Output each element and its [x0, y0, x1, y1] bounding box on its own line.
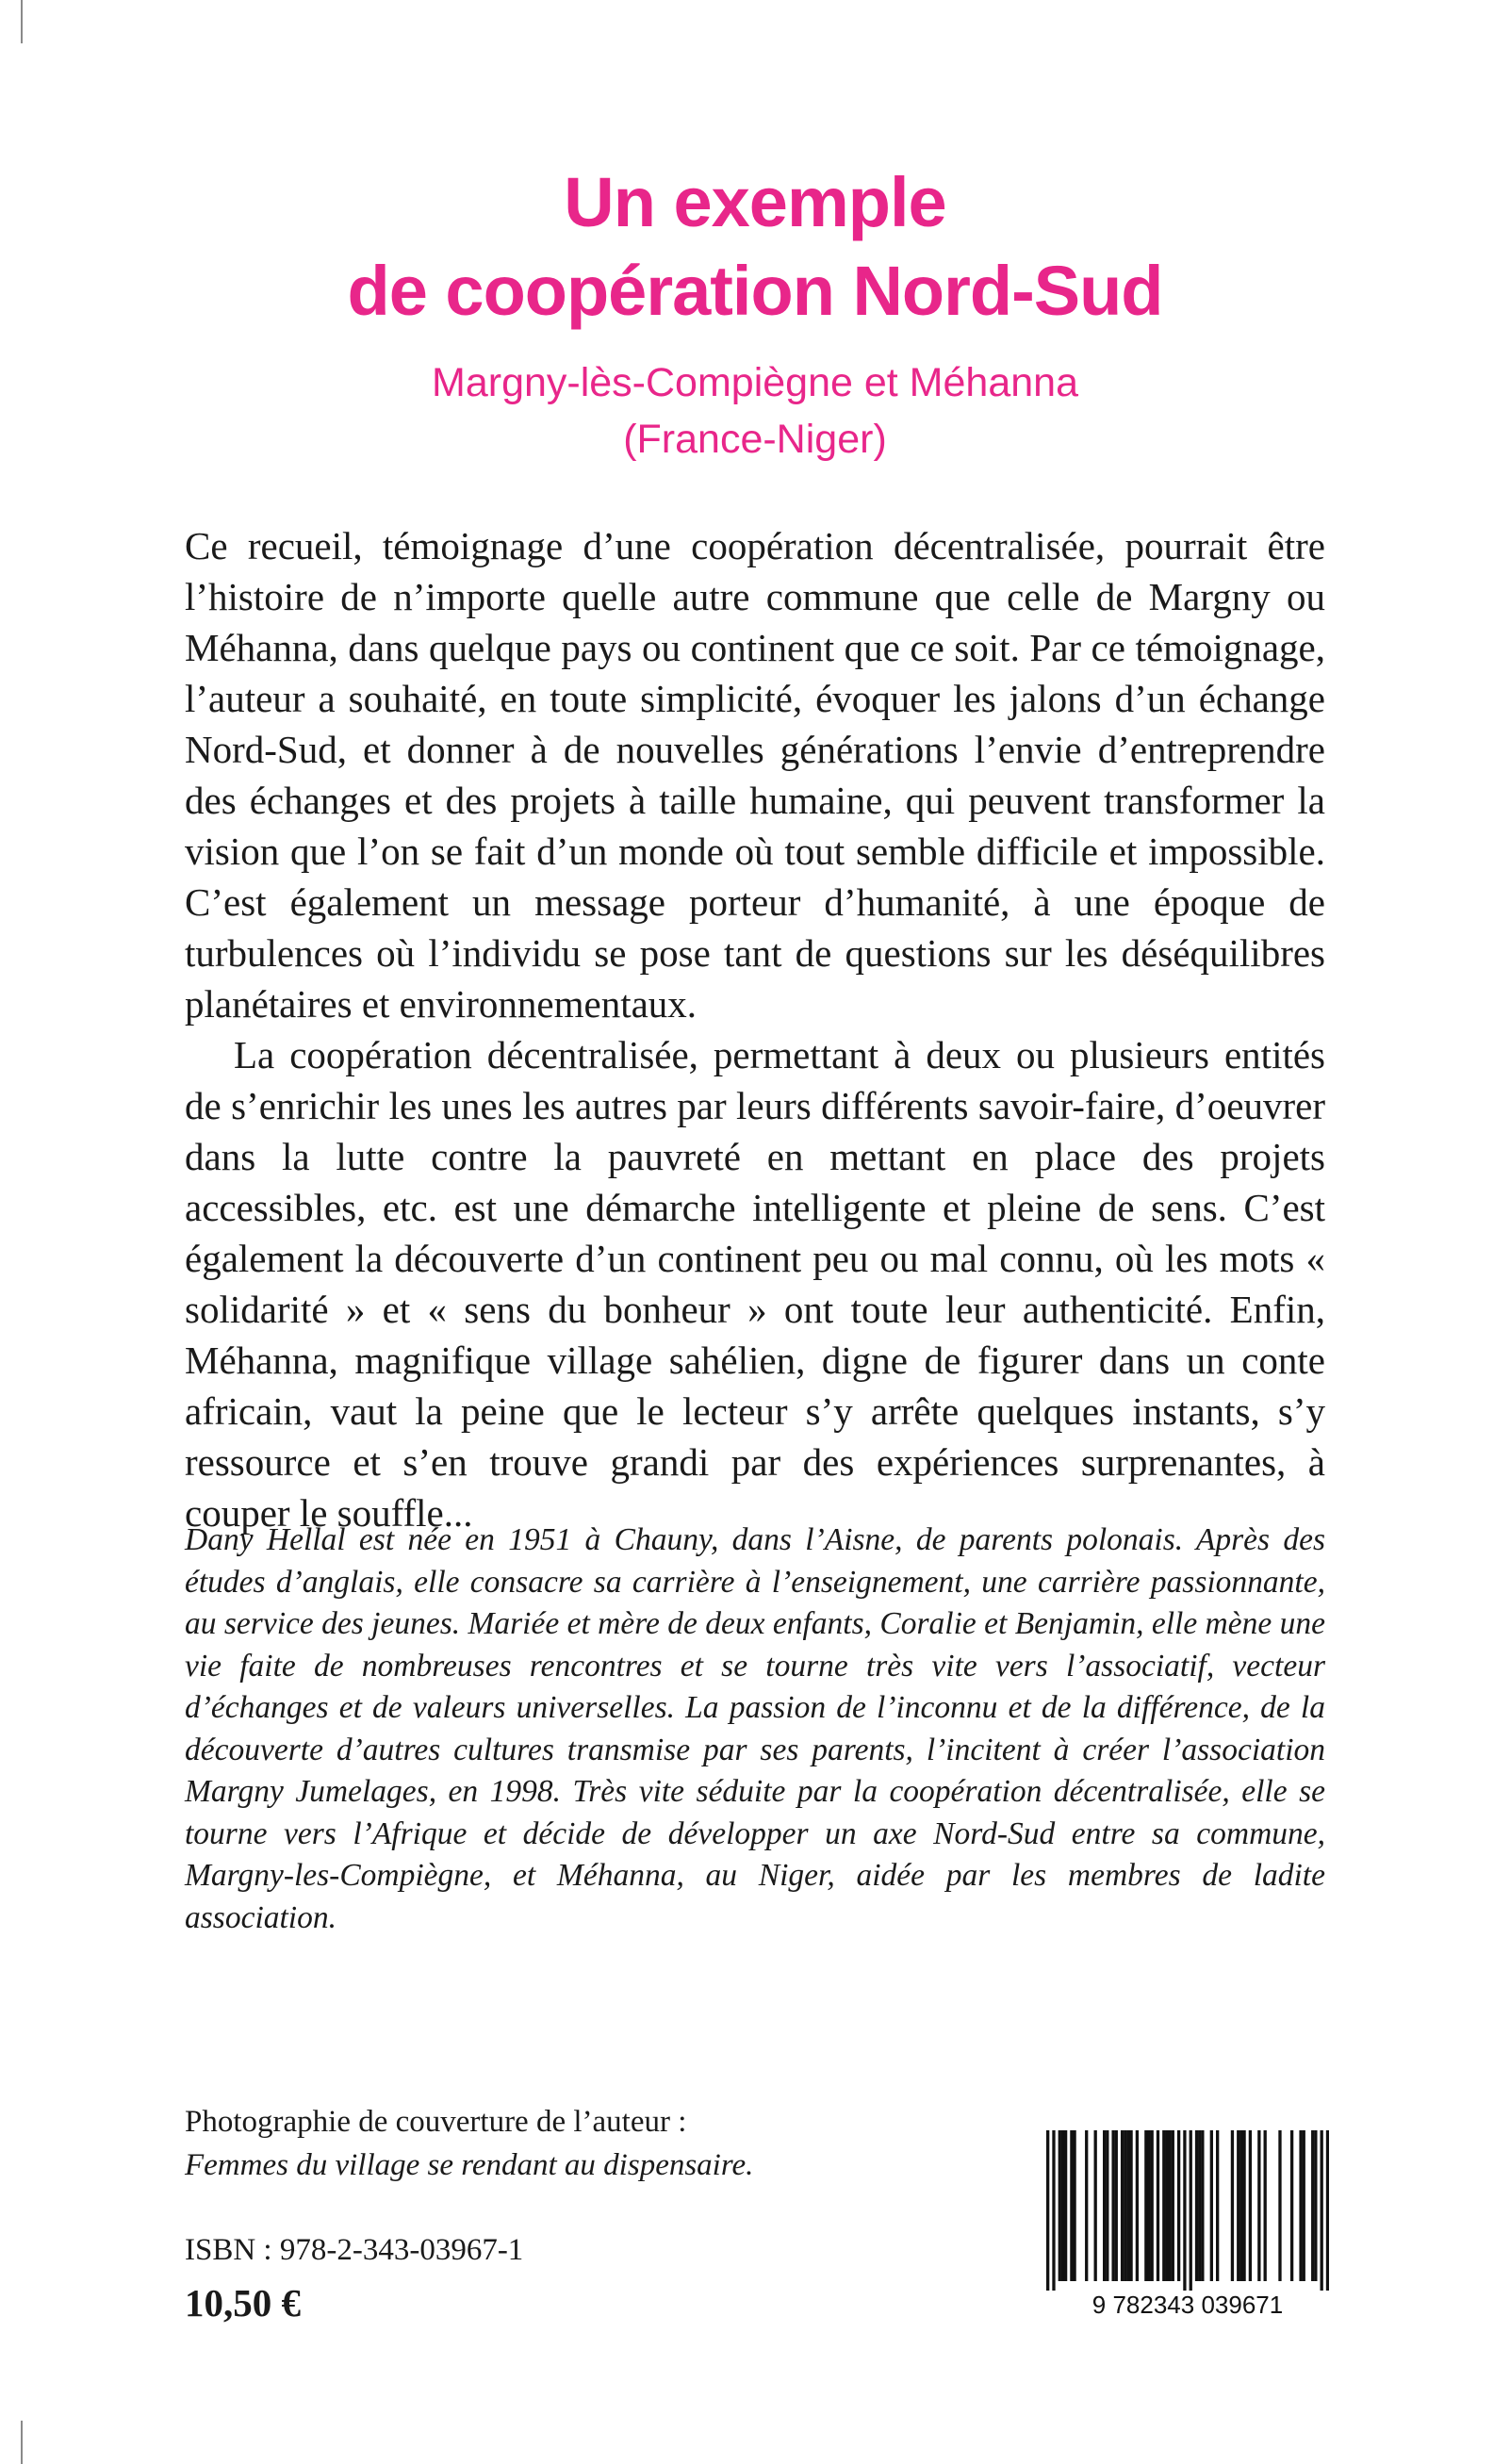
barcode-bar: [1311, 2130, 1314, 2281]
barcode-bar: [1121, 2130, 1124, 2281]
barcode-bar: [1210, 2130, 1213, 2281]
barcode-bar: [1162, 2130, 1165, 2281]
barcode-bar: [1177, 2130, 1180, 2281]
barcode-bar: [1061, 2130, 1064, 2281]
barcode: [1046, 2130, 1329, 2319]
barcode-bar: [1190, 2130, 1192, 2291]
barcode-bar: [1052, 2130, 1055, 2291]
barcode-bar: [1216, 2130, 1219, 2281]
barcode-bar: [1168, 2130, 1171, 2281]
barcode-bar: [1144, 2130, 1147, 2281]
barcode-bar: [1326, 2130, 1329, 2291]
barcode-bar: [1046, 2130, 1049, 2291]
barcode-bar: [1257, 2130, 1260, 2281]
barcode-bar: [1237, 2130, 1239, 2281]
barcode-bar: [1278, 2130, 1281, 2281]
barcode-bar: [1249, 2130, 1252, 2281]
barcode-bar: [1321, 2130, 1323, 2291]
barcode-bar: [1059, 2130, 1061, 2281]
barcode-bar: [1239, 2130, 1242, 2281]
book-subtitle-line-2: (France-Niger): [623, 417, 887, 462]
barcode-bar: [1147, 2130, 1150, 2281]
barcode-digits: 9 782343 039671: [1091, 2291, 1284, 2319]
barcode-bar: [1073, 2130, 1075, 2281]
barcode-bar: [1151, 2130, 1154, 2281]
barcode-bar: [1198, 2130, 1201, 2281]
barcode-bar: [1094, 2130, 1097, 2281]
summary-paragraph-2: La coopération décentralisée, permettant à deux ou plusieurs entités de s’enrichir les unes les autres par leurs différents savoir-faire, d’oeuvrer dans la lutte contre la pauvreté en mettant en place des projets accessibles, etc. est une démarche intelligente et pleine de sens. C’est également la découverte d’un continent peu ou mal connu, où les mots « solidarité » et « sens du bonheur » ont toute leur authenticité. Enfin, Méhanna, magnifique village sahélien, digne de figurer dans un conte africain, vaut la peine que le lecteur s’y arrête quelques instants, s’y ressource et s’en trouve grandi par des expériences surprenantes, à couper le souffle...: [185, 1033, 1325, 1535]
barcode-bar: [1183, 2130, 1186, 2291]
barcode-bar: [1111, 2130, 1114, 2281]
book-subtitle-line-1: Margny-lès-Compiègne et Méhanna: [432, 360, 1078, 405]
barcode-bar: [1165, 2130, 1168, 2281]
barcode-bar: [1064, 2130, 1067, 2281]
barcode-bar: [1195, 2130, 1198, 2281]
book-title: [0, 158, 1510, 336]
book-title-line-1: Un exemple: [564, 163, 946, 241]
barcode-bar: [1231, 2130, 1234, 2281]
barcode-bar: [1126, 2130, 1129, 2281]
photo-credit-label: Photographie de couverture de l’auteur :: [185, 2105, 687, 2139]
barcode-bar: [1172, 2130, 1174, 2281]
summary-paragraph-1: Ce recueil, témoignage d’une coopération décentralisée, pourrait être l’histoire de n’importe quelle autre commune que celle de Margny ou Méhanna, dans quelque pays ou continent que ce soit. Par ce témoignage, l’auteur a souhaité, en toute simplicité, évoquer les jalons d’un échange Nord-Sud, et donner à de nouvelles générations l’envie d’entreprendre des échanges et des projets à taille humaine, qui peuvent transformer la vision que l’on se fait d’un monde où tout semble difficile et impossible. C’est également un message porteur d’humanité, à une époque de turbulences où l’individu se pose tant de questions sur les déséquilibres planétaires et environnementaux.: [185, 524, 1325, 1026]
isbn-text: ISBN : 978-2-343-03967-1: [185, 2233, 524, 2267]
crop-mark-top: [21, 0, 23, 43]
barcode-bar: [1157, 2130, 1159, 2281]
barcode-bar: [1264, 2130, 1267, 2281]
book-title-line-2: de coopération Nord-Sud: [347, 252, 1163, 330]
barcode-bar: [1290, 2130, 1293, 2281]
barcode-bar: [1242, 2130, 1245, 2281]
barcode-bar: [1201, 2130, 1204, 2281]
barcode-bar: [1129, 2130, 1132, 2281]
author-biography: Dany Hellal est née en 1951 à Chauny, dans l’Aisne, de parents polonais. Après des études d’anglais, elle consacre sa carrière à l’enseignement, une carrière passionnante, au service des jeunes. Mariée et mère de deux enfants, Coralie et Benjamin, elle mène une vie faite de nombreuses rencontres et se tourne très vite vers l’associatif, vecteur d’échanges et de valeurs universelles. La passion de l’inconnu et de la différence, de la découverte d’autres cultures transmise par ses parents, l’incitent à créer l’association Margny Jumelages, en 1998. Très vite séduite par la coopération décentralisée, elle se tourne vers l’Afrique et décide de développer un axe Nord-Sud entre sa commune, Margny-les-Compiègne, et Méhanna, au Niger, aidée par les membres de ladite association.: [185, 1522, 1325, 1935]
crop-mark-bottom: [21, 2421, 23, 2464]
price: 10,50 €: [185, 2281, 301, 2324]
book-subtitle: [0, 354, 1510, 468]
photo-credit: [185, 2100, 939, 2187]
barcode-bar: [1106, 2130, 1108, 2281]
barcode-bar: [1124, 2130, 1126, 2281]
barcode-bar: [1303, 2130, 1305, 2281]
barcode-bar: [1136, 2130, 1139, 2281]
barcode-bar: [1085, 2130, 1088, 2281]
barcode-bars: [1046, 2130, 1329, 2291]
barcode-bar: [1115, 2130, 1118, 2281]
barcode-bar: [1103, 2130, 1106, 2281]
barcode-bar: [1314, 2130, 1317, 2281]
barcode-bar: [1299, 2130, 1302, 2281]
photo-credit-title: Femmes du village se rendant au dispensaire.: [185, 2148, 754, 2182]
barcode-bar: [1070, 2130, 1073, 2281]
summary: [185, 520, 1325, 1538]
